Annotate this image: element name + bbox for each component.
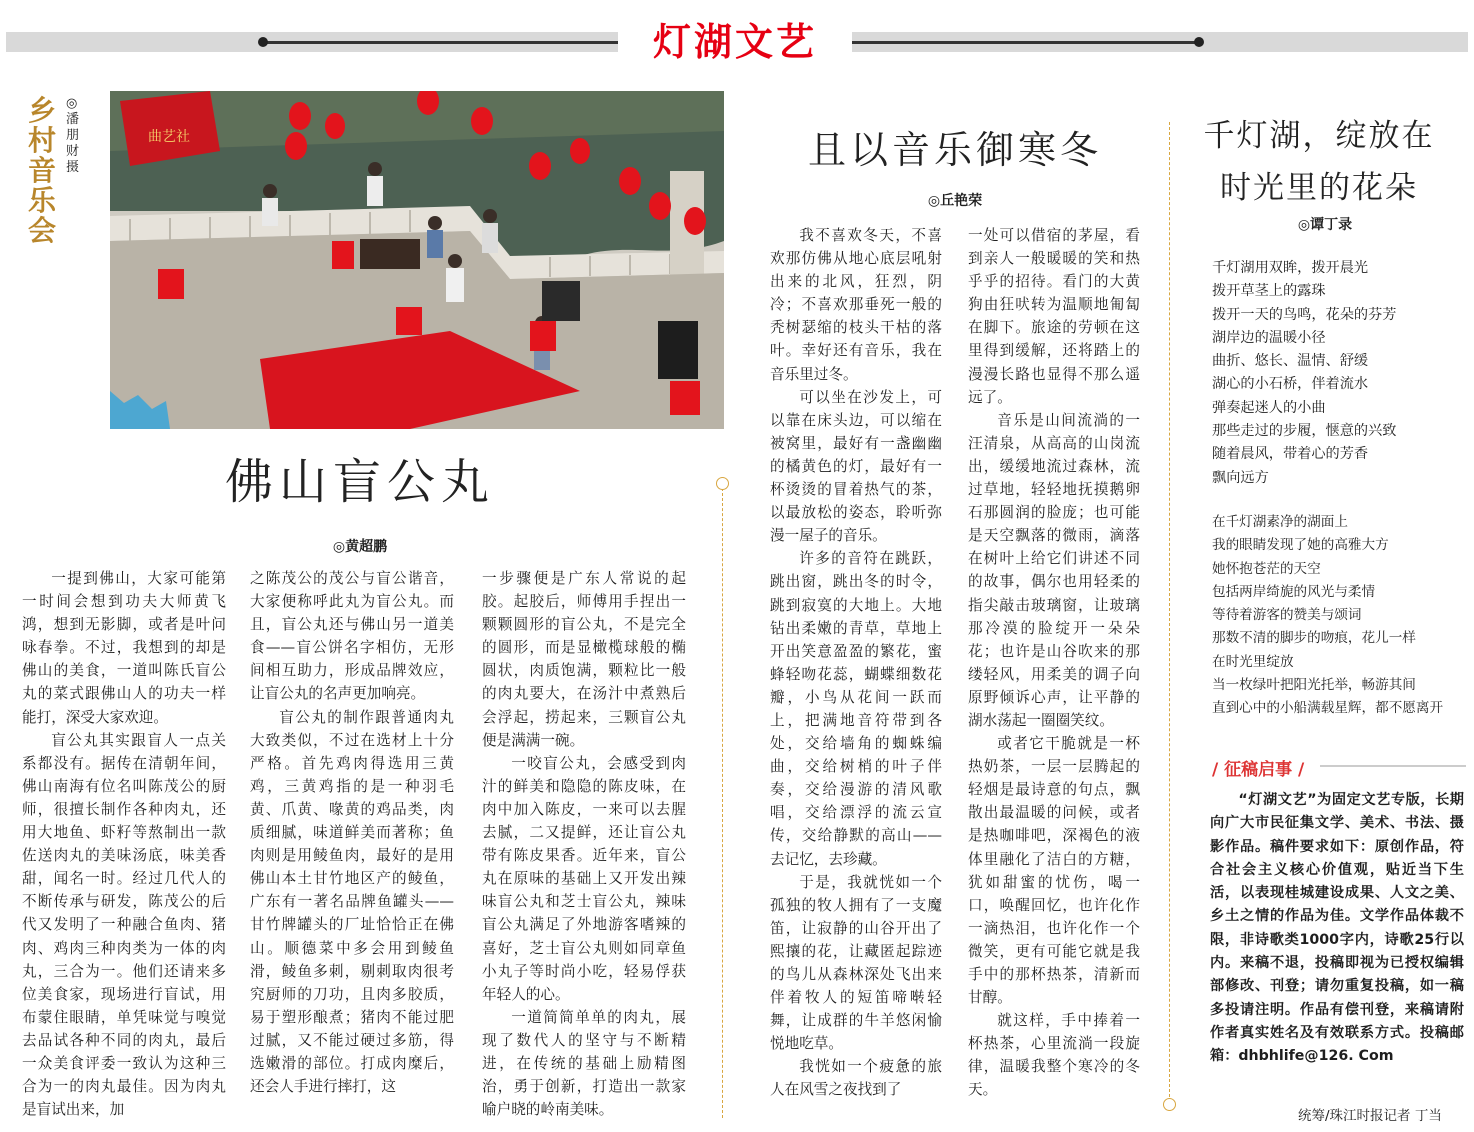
poem-line: 湖岸边的温暖小径 (1212, 329, 1326, 346)
divider-ring (1163, 1098, 1176, 1111)
photo-banner-text: 曲艺社 (148, 129, 190, 145)
paragraph: 盲公丸其实跟盲人一点关系都没有。据传在清朝年间，佛山南海有位名叫陈茂公的厨师，很擅长制作各种肉丸，还用大地鱼、虾籽等熬制出一款佐送肉丸的美味汤底，味美香甜，闻名一时。经过几代人的不断传承与研发，陈茂公的后代又发明了一种融合鱼肉、猪肉、鸡肉三种肉类为一体的肉丸，三合为一。他们还请来多位美食家，现场进行盲试，用布蒙住眼睛，单凭味觉与嗅觉去品试各种不同的肉丸，最后一众美食评委一致认为这种三合为一的肉丸最佳。因为肉丸是盲试出来，加 (22, 731, 226, 1119)
article2-byline: ◎丘艳荣 (927, 193, 983, 209)
article2-column-1 (770, 224, 942, 1102)
divider-ring (716, 477, 729, 490)
photo-credit: ◎潘朋财 摄 (66, 96, 80, 175)
call-for-submissions-heading: / 征稿启事 / (1212, 760, 1305, 780)
poem-line: 包括两岸绮旎的风光与柔情 (1212, 583, 1376, 600)
paragraph: 可以坐在沙发上，可以靠在床头边，可以缩在被窝里，最好有一盏幽幽的橘黄色的灯，最好有一杯烫烫的冒着热气的茶，以最放松的姿态，聆听弥漫一屋子的音乐。 (770, 388, 942, 545)
paragraph: 于是，我就恍如一个孤独的牧人拥有了一支魔笛，让寂静的山谷开出了熙攘的花，让藏匿起踪迹的鸟儿从森林深处飞出来伴着牧人的短笛啼啭轻舞，让成群的牛羊悠闲愉悦地吃草。 (770, 873, 942, 1053)
poem-line: 随着晨风，带着心的芳香 (1212, 446, 1369, 463)
paragraph: 盲公丸的制作跟普通肉丸大致类似，不过在选材上十分严格。首先鸡肉得选用三黄鸡，三黄鸡指的是一种羽毛黄、爪黄、喙黄的鸡品类，肉质细腻，味道鲜美而著称；鱼肉则是用鲮鱼肉，最好的是用佛山本土甘竹地区产的鲮鱼，广东有一著名品牌鱼罐头——甘竹牌罐头的厂址恰恰正在佛山。顺德菜中多会用到鲮鱼滑，鲮鱼多刺，剔刺取肉很考究厨师的刀功，且肉多胶质，易于塑形酿煮；猪肉不能过肥过腻，又不能过硬过多筋，得选嫩滑的部位。打成肉糜后，还会人手进行摔打，这 (250, 708, 454, 1096)
poem-title-line: 时光里的花朵 (1220, 170, 1418, 206)
photo-dulcimer (360, 239, 420, 269)
poem-line: 那数不清的脚步的吻痕，花儿一样 (1212, 630, 1416, 647)
article1-column-1 (22, 567, 226, 1121)
poem-line: 在时光里绽放 (1212, 653, 1294, 670)
header-dot-left (258, 37, 268, 47)
poem-line: 那些走过的步履，惬意的兴致 (1212, 423, 1397, 440)
poem-line: 等待着游客的赞美与颂词 (1212, 607, 1362, 624)
poem-stanza-2 (1212, 511, 1443, 721)
photo-label: 乡村音乐会 (28, 94, 57, 247)
photo-speaker (658, 321, 698, 379)
poem-byline: ◎谭丁录 (1297, 217, 1353, 233)
header-dot-right (1194, 37, 1204, 47)
call-for-submissions-body: “灯湖文艺”为固定文艺专版，长期向广大市民征集文学、美术、书法、摄影作品。稿件要求如下：原创作品，符合社会主义核心价值观，贴近当下生活，以表现桂城建设成果、人文之美、乡土之情的作品为佳。文学作品体裁不限，非诗歌类1000字内，诗歌25行以内。来稿不退，投稿即视为已授权编辑部修改、刊登；请勿重复投稿，如一稿多投请注明。作品有偿刊登，来稿请附作者真实姓名及有效联系方式。投稿邮箱：dhbhlife@126. Com (1210, 792, 1464, 1065)
article1-column-3 (482, 567, 686, 1121)
concert-photo (110, 91, 724, 429)
paragraph: 许多的音符在跳跃，跳出窗，跳出冬的时令，跳到寂寞的大地上。大地钻出柔嫩的青草，草地上开出笑意盈盈的繁花，蜜蜂轻吻花蕊，蝴蝶细数花瓣，小鸟从花间一跃而上，把满地音符带到各处，交给墙角的蜘蛛编曲，交给树梢的叶子伴奏，交给漫游的清风歌唱，交给漂浮的流云宣传，交给静默的高山——去记忆，去珍藏。 (770, 550, 942, 868)
poem-stanza-1 (1212, 257, 1396, 490)
photo-amp (542, 281, 580, 321)
poem-line: 拨开一天的鸟鸣，花朵的芬芳 (1212, 306, 1397, 323)
poem-line: 湖心的小石桥，伴着流水 (1212, 376, 1369, 393)
poem-line: 曲折、悠长、温情、舒缓 (1212, 353, 1369, 370)
paragraph: 我恍如一个疲惫的旅人在风雪之夜找到了 (770, 1058, 942, 1099)
article1-title: 佛山盲公丸 (224, 454, 495, 510)
footer-credit: 统筹/珠江时报记者 丁当 (1298, 1108, 1442, 1124)
header-rule-left (262, 41, 618, 44)
paragraph: 一步骤便是广东人常说的起胶。起胶后，师傅用手捏出一颗颗圆形的盲公丸，不是完全的圆形，而是显橄榄球般的椭圆状，肉质饱满，颗粒比一般的肉丸要大，在汤汁中煮熟后会浮起，捞起来，三颗盲公丸便是满满一碗。 (482, 570, 686, 749)
paragraph: 一提到佛山，大家可能第一时间会想到功夫大师黄飞鸿，想到无影脚，或者是叶问咏春拳。不过，我想到的却是佛山的美食，一道叫陈氏盲公丸的菜式跟佛山人的功夫一样能打，深受大家欢迎。 (22, 570, 226, 726)
poem-line: 直到心中的小船满载星辉，都不愿离开 (1212, 700, 1444, 717)
column-divider (1169, 122, 1170, 1097)
paragraph: 或者它干脆就是一杯热奶茶，一层一层腾起的轻烟是最诗意的句点，飘散出最温暖的问候，或者是热咖啡吧，深褐色的液体里融化了洁白的方糖，犹如甜蜜的忧伤，喝一口，唤醒回忆，也许化作一滴热泪，也许化作一个微笑，更有可能它就是我手中的那杯热茶，清新而甘醇。 (968, 735, 1140, 1007)
paragraph: 我不喜欢冬天，不喜欢那仿佛从地心底层吼射出来的北风，狂烈，阴冷；不喜欢那垂死一般的秃树瑟缩的枝头干枯的落叶。幸好还有音乐，我在音乐里过冬。 (770, 227, 942, 383)
poem-title (1196, 110, 1442, 214)
column-divider (722, 488, 723, 1118)
poem-line: 当一枚绿叶把阳光托举，畅游其间 (1212, 677, 1416, 694)
article2-title: 且以音乐御寒冬 (807, 128, 1102, 172)
header-rule-right (852, 41, 1198, 44)
paragraph: 一咬盲公丸，会感受到肉汁的鲜美和隐隐的陈皮味，在肉中加入陈皮，一来可以去腥去腻，二又提鲜，还让盲公丸带有陈皮果香。近年来，盲公丸在原味的基础上又开发出辣味盲公丸和芝士盲公丸，辣味盲公丸满足了外地游客嗜辣的喜好，芝士盲公丸则如同章鱼小丸子等时尚小吃，轻易俘获年轻人的心。 (482, 754, 686, 1003)
poem-line: 千灯湖用双眸，拨开晨光 (1212, 260, 1369, 276)
page-title: 灯湖文艺 (618, 12, 852, 72)
poem-line: 她怀抱苍茫的天空 (1212, 560, 1321, 577)
poem-title-line: 千灯湖，绽放在 (1203, 118, 1435, 154)
paragraph: 一道简简单单的肉丸，展现了数代人的坚守与不断精进，在传统的基础上励精图治，勇于创新，打造出一款家喻户晓的岭南美味。 (482, 1008, 686, 1119)
poem-line: 飘向远方 (1212, 469, 1269, 486)
call-heading-rule (1320, 765, 1466, 767)
poem-line: 在千灯湖素净的湖面上 (1212, 514, 1348, 530)
poem-line: 弹奏起迷人的小曲 (1212, 399, 1326, 416)
paragraph: 音乐是山间流淌的一汪清泉，从高高的山岗流出，缓缓地流过森林，流过草地，轻轻地抚摸鹅卵石那圆润的脸庞；也可能是天空飘落的微雨，滴落在树叶上给它们讲述不同的故事，偶尔也用轻柔的指尖敲击玻璃窗，让玻璃那冷漠的脸绽开一朵朵花；也许是山谷吹来的那缕轻风，用柔美的调子向原野倾诉心声，让平静的湖水荡起一圈圈笑纹。 (968, 411, 1140, 729)
poem-line: 拨开草茎上的露珠 (1212, 283, 1326, 300)
paragraph: 之陈茂公的茂公与盲公谐音，大家便称呼此丸为盲公丸。而且，盲公丸还与佛山另一道美食——盲公饼名字相仿，无形间相互助力，形成品牌效应，让盲公丸的名声更加响亮。 (250, 570, 454, 703)
paragraph: 就这样，手中捧着一杯热茶，心里流淌一段旋律，温暖我整个寒冷的冬天。 (968, 1012, 1140, 1099)
paragraph: 一处可以借宿的茅屋，看到亲人一般暖暖的笑和热乎乎的招待。看门的大黄狗由狂吠转为温顺地匍匐在脚下。旅途的劳顿在这里得到缓解，还将踏上的漫漫长路也显得不那么遥远了。 (968, 227, 1140, 406)
article1-byline: ◎黄超鹏 (332, 539, 388, 555)
poem-line: 我的眼睛发现了她的高雅大方 (1212, 537, 1389, 554)
article1-column-2 (250, 567, 454, 1098)
article2-column-2 (968, 224, 1140, 1102)
